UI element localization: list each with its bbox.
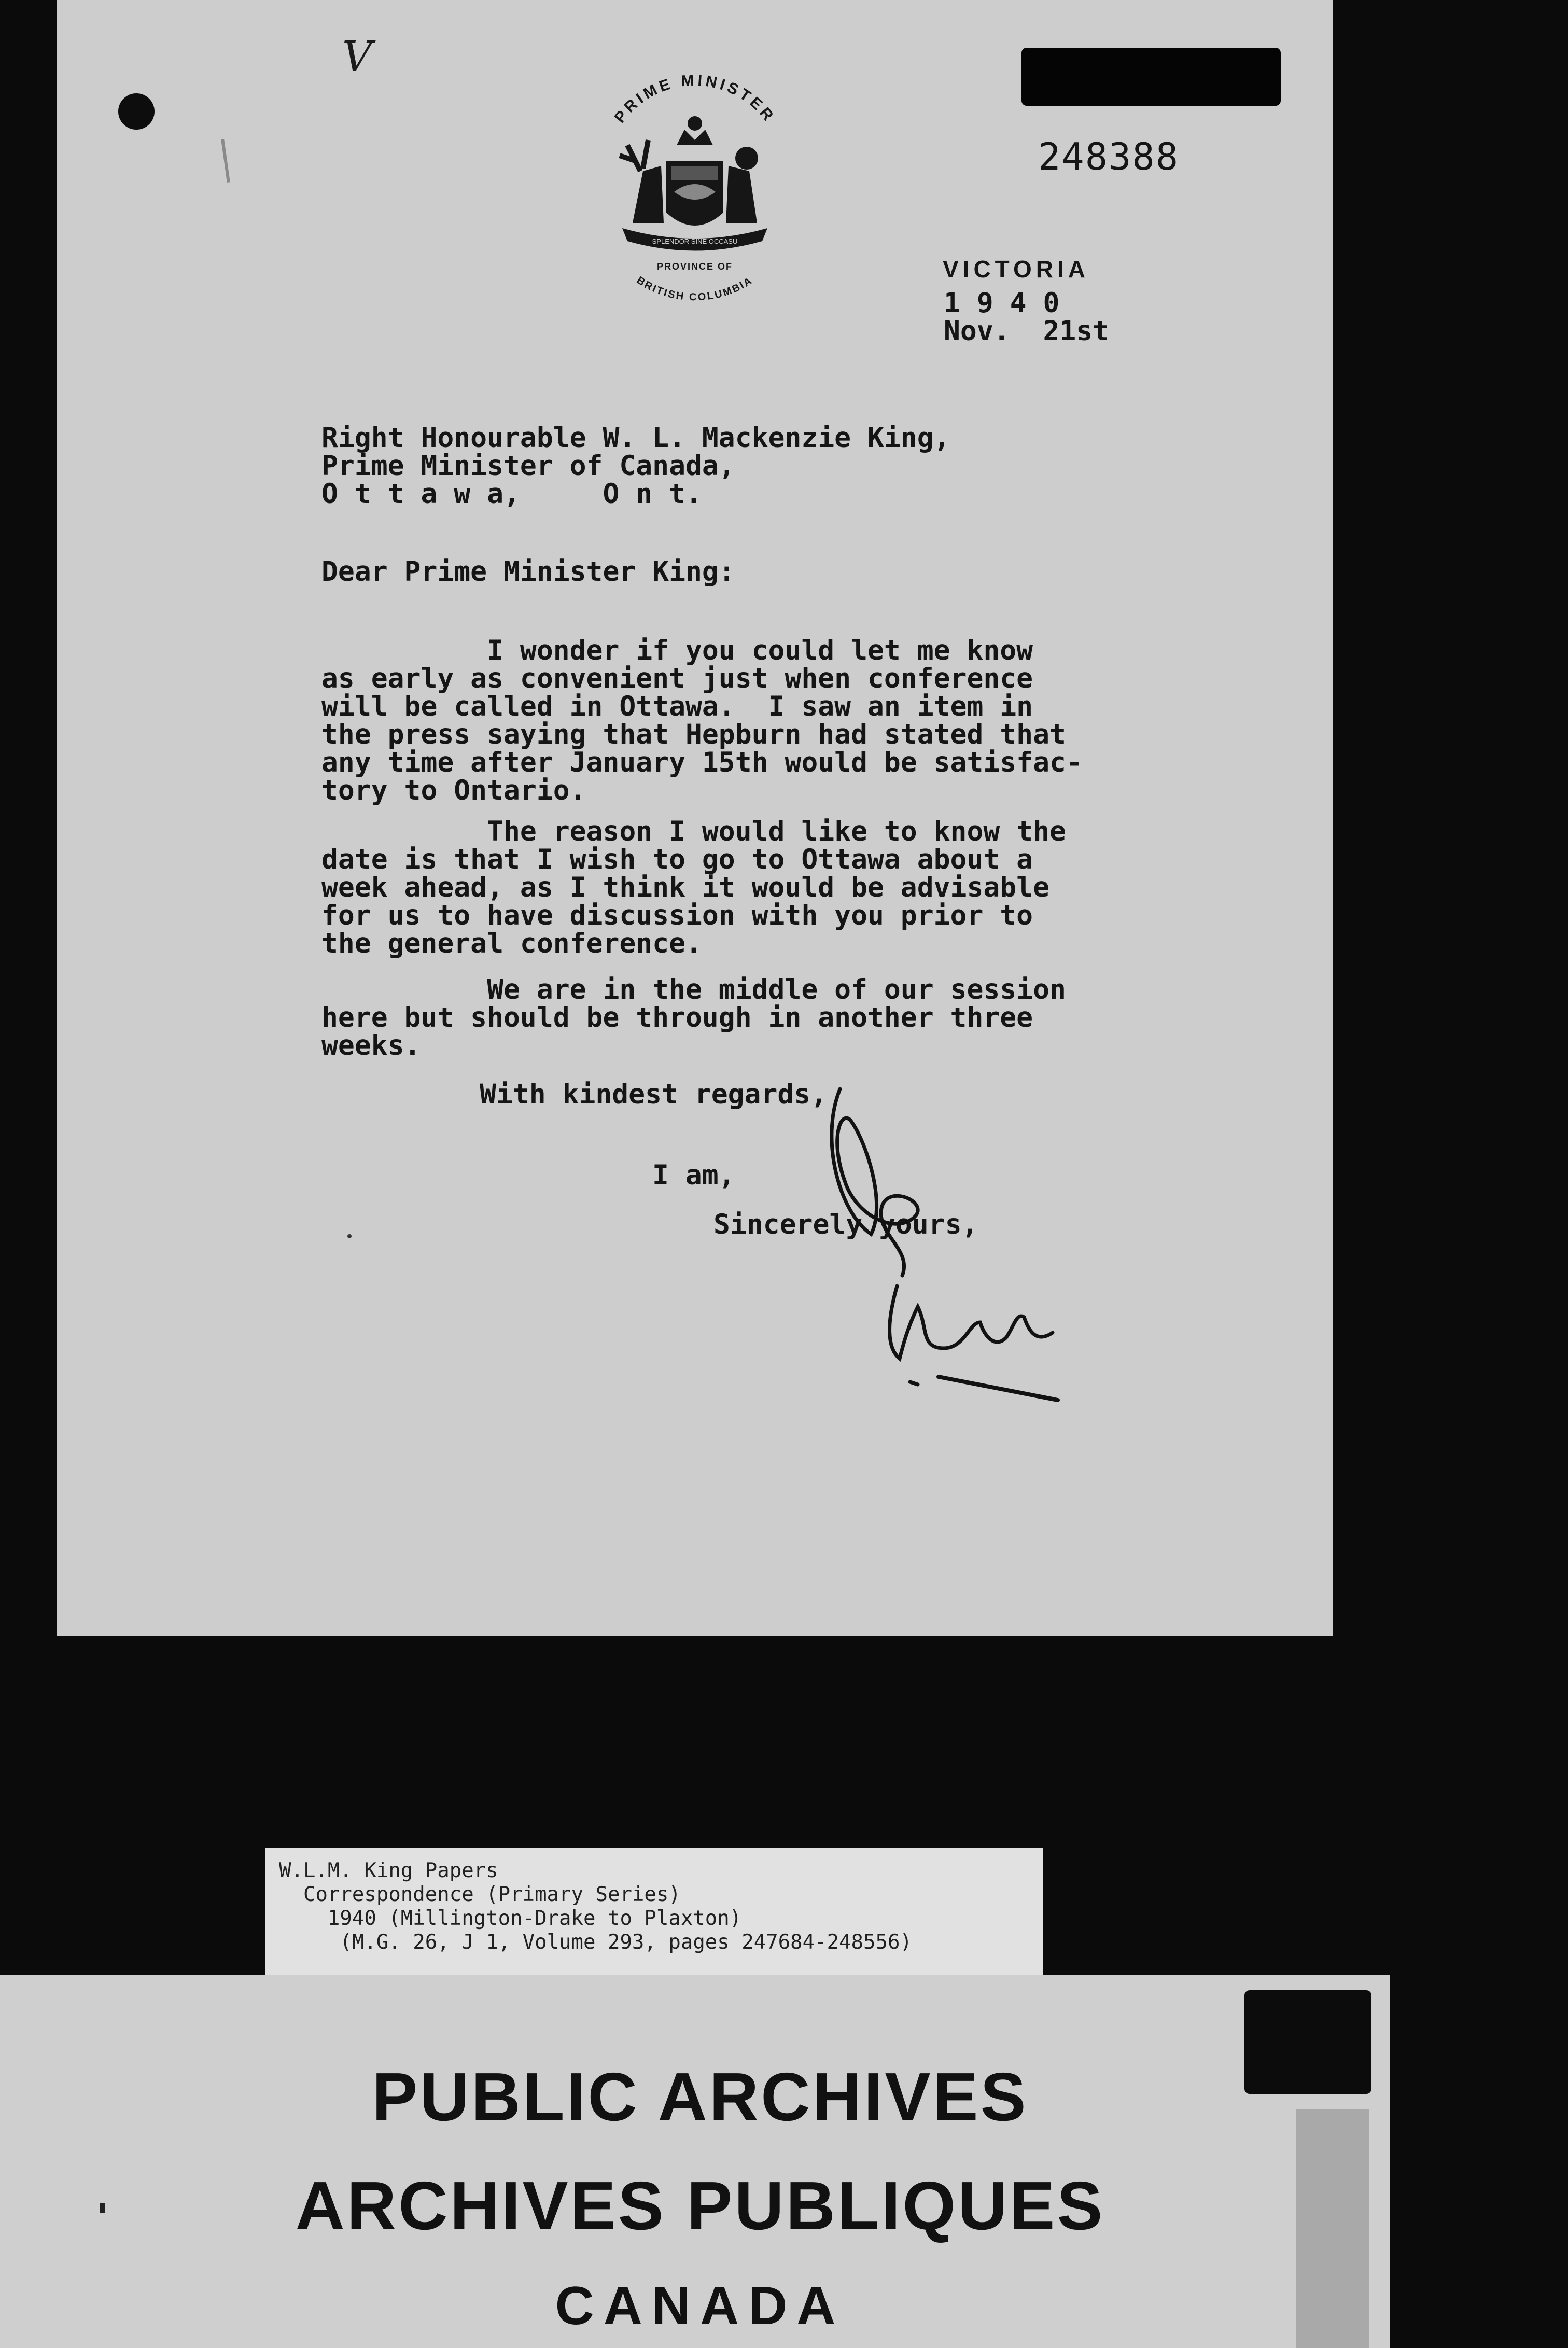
- card-speck: [100, 2203, 105, 2213]
- closing-line: Sincerely yours,: [713, 1209, 978, 1240]
- archives-title-french: ARCHIVES PUBLIQUES: [295, 2168, 1105, 2244]
- address-line-2: Prime Minister of Canada,: [321, 450, 735, 482]
- svg-text:BRITISH COLUMBIA: [635, 274, 755, 301]
- handwritten-signature: [809, 1079, 1141, 1410]
- public-archives-card: [0, 1975, 1390, 2348]
- address-line-1: Right Honourable W. L. Mackenzie King,: [321, 422, 950, 454]
- check-mark: V: [342, 32, 372, 80]
- crest-province-line2: BRITISH COLUMBIA: [634, 274, 755, 301]
- crest-graphic: [570, 67, 819, 301]
- crest-motto: SPLENDOR SINE OCCASU: [652, 237, 738, 245]
- label-line-4: (M.G. 26, J 1, Volume 293, pages 247684-248556): [279, 1931, 912, 1954]
- label-line-3: 1940 (Millington-Drake to Plaxton): [279, 1907, 742, 1930]
- document-number: 248388: [1038, 135, 1180, 178]
- label-line-2: Correspondence (Primary Series): [279, 1883, 681, 1906]
- redaction-bar: [1021, 48, 1281, 106]
- punch-hole: [118, 93, 155, 130]
- crest-province-line1: PROVINCE OF: [656, 261, 733, 272]
- body-paragraph-2: The reason I would like to know the date is that I wish to go to Ottawa about a week ahead, as I think it would be advisable for us to have discussion with you prior to the general conference.: [321, 816, 1066, 959]
- page-speck: [347, 1234, 352, 1238]
- year-line: 1 9 4 0: [944, 287, 1060, 319]
- archives-country: CANADA: [555, 2276, 845, 2336]
- regards-line: With kindest regards,: [480, 1079, 828, 1110]
- prime-minister-crest: [570, 67, 819, 301]
- card-dark-tab: [1244, 1990, 1371, 2094]
- address-line-3: O t t a w a, O n t.: [321, 478, 702, 510]
- date-line: Nov. 21st: [944, 315, 1110, 347]
- i-am-line: I am,: [652, 1159, 735, 1191]
- body-paragraph-1: I wonder if you could let me know as early as convenient just when conference will be called in Ottawa. I saw an item in the press saying that Hepburn had stated that any time after January 15th would be satisfac- tory to Ontario.: [321, 635, 1083, 806]
- archive-reference-label: [265, 1848, 1043, 1978]
- body-paragraph-3: We are in the middle of our session here but should be through in another three weeks.: [321, 974, 1066, 1061]
- card-fold-shadow: [1296, 2109, 1369, 2348]
- place-line: VICTORIA: [943, 256, 1089, 283]
- salutation: Dear Prime Minister King:: [321, 556, 735, 588]
- label-line-1: W.L.M. King Papers: [279, 1859, 498, 1882]
- archives-title-english: PUBLIC ARCHIVES: [372, 2059, 1028, 2135]
- signature-graphic: [809, 1079, 1141, 1410]
- crest-top-text: PRIME MINISTER: [611, 72, 779, 127]
